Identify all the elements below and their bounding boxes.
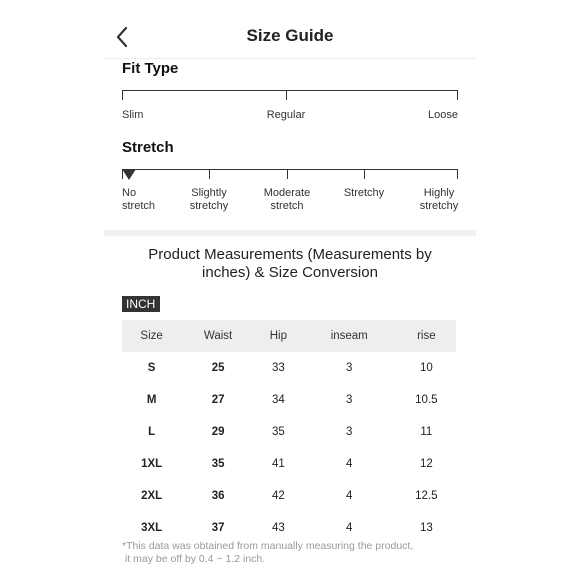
waist-cell: 36 — [211, 490, 225, 502]
hip-cell: 41 — [271, 458, 285, 470]
footnote-line: it may be off by 0.4 ~ 1.2 inch. — [125, 553, 266, 565]
rise-cell: 13 — [419, 522, 433, 534]
stretch-title: Stretch — [122, 139, 174, 156]
stretch-label-highly — [404, 187, 474, 213]
triangle-down-icon — [122, 169, 136, 181]
fit-type-line — [122, 90, 458, 91]
stretch-label-line: stretchy — [419, 200, 459, 212]
measurements-table — [122, 320, 456, 544]
column-header: inseam — [302, 320, 397, 352]
fit-type-scale — [122, 90, 458, 130]
size-cell: 2XL — [141, 490, 163, 502]
stretch-label-line: Slightly — [191, 187, 227, 199]
fit-label-slim: Slim — [122, 109, 144, 121]
stretch-label-line: No — [122, 187, 137, 199]
table-row — [122, 416, 456, 448]
hip-cell: 33 — [271, 362, 285, 374]
rise-cell: 10.5 — [415, 394, 438, 406]
inseam-cell: 4 — [346, 522, 353, 534]
size-cell: L — [148, 426, 156, 438]
rise-cell: 12.5 — [415, 490, 438, 502]
stretch-label-line: stretch — [122, 200, 156, 212]
rise-cell: 10 — [419, 362, 433, 374]
inseam-cell: 4 — [346, 458, 353, 470]
waist-cell: 37 — [211, 522, 225, 534]
fit-tick — [122, 90, 123, 100]
stretch-tick — [209, 169, 210, 179]
stretch-label-stretchy — [329, 187, 399, 200]
hip-cell: 34 — [271, 394, 285, 406]
size-guide-panel — [104, 0, 476, 230]
inseam-cell: 4 — [346, 490, 353, 502]
column-header: Waist — [181, 320, 255, 352]
size-cell: S — [147, 362, 156, 374]
stretch-label-moderate — [252, 187, 322, 213]
rise-cell: 11 — [420, 426, 433, 438]
inseam-cell: 3 — [346, 362, 353, 374]
table-row — [122, 448, 456, 480]
stretch-tick — [287, 169, 288, 179]
size-cell: M — [146, 394, 157, 406]
hip-cell: 42 — [271, 490, 285, 502]
stretch-label-slightly — [174, 187, 244, 213]
size-cell: 1XL — [141, 458, 163, 470]
rise-cell: 12 — [419, 458, 433, 470]
measurements-title-line: inches) & Size Conversion — [202, 264, 378, 281]
fit-label-loose: Loose — [428, 109, 458, 121]
column-header: rise — [397, 320, 456, 352]
stretch-tick — [457, 169, 458, 179]
inseam-cell: 3 — [346, 394, 353, 406]
inseam-cell: 3 — [346, 426, 353, 438]
fit-label-regular: Regular — [266, 109, 306, 121]
table-row — [122, 480, 456, 512]
fit-type-title: Fit Type — [122, 60, 179, 77]
stretch-label-line: stretchy — [189, 200, 229, 212]
table-row — [122, 352, 456, 384]
stretch-tick — [364, 169, 365, 179]
waist-cell: 25 — [211, 362, 225, 374]
hip-cell: 35 — [271, 426, 285, 438]
measurements-panel — [104, 236, 476, 580]
column-header: Size — [122, 320, 181, 352]
stretch-label-line: Highly — [423, 187, 455, 199]
waist-cell: 29 — [211, 426, 225, 438]
fit-tick — [457, 90, 458, 100]
column-header: Hip — [255, 320, 302, 352]
waist-cell: 35 — [211, 458, 225, 470]
table-row — [122, 384, 456, 416]
stretch-label-no — [122, 187, 155, 213]
stretch-scale — [122, 169, 458, 219]
measurements-title — [104, 246, 476, 282]
header — [104, 0, 476, 59]
hip-cell: 43 — [271, 522, 285, 534]
footnote-line: *This data was obtained from manually measuring the product, — [122, 540, 414, 552]
page-title: Size Guide — [246, 26, 334, 45]
stretch-label-line: stretch — [270, 200, 304, 212]
size-cell: 3XL — [141, 522, 163, 534]
waist-cell: 27 — [211, 394, 225, 406]
footnote — [122, 540, 462, 566]
stretch-label-line: Stretchy — [343, 187, 385, 199]
measurements-title-line: Product Measurements (Measurements by — [148, 246, 432, 263]
stretch-line — [122, 169, 458, 170]
stretch-label-line: Moderate — [263, 187, 311, 199]
table-header-row — [122, 320, 456, 352]
fit-tick — [286, 90, 287, 100]
unit-badge: INCH — [122, 296, 160, 312]
